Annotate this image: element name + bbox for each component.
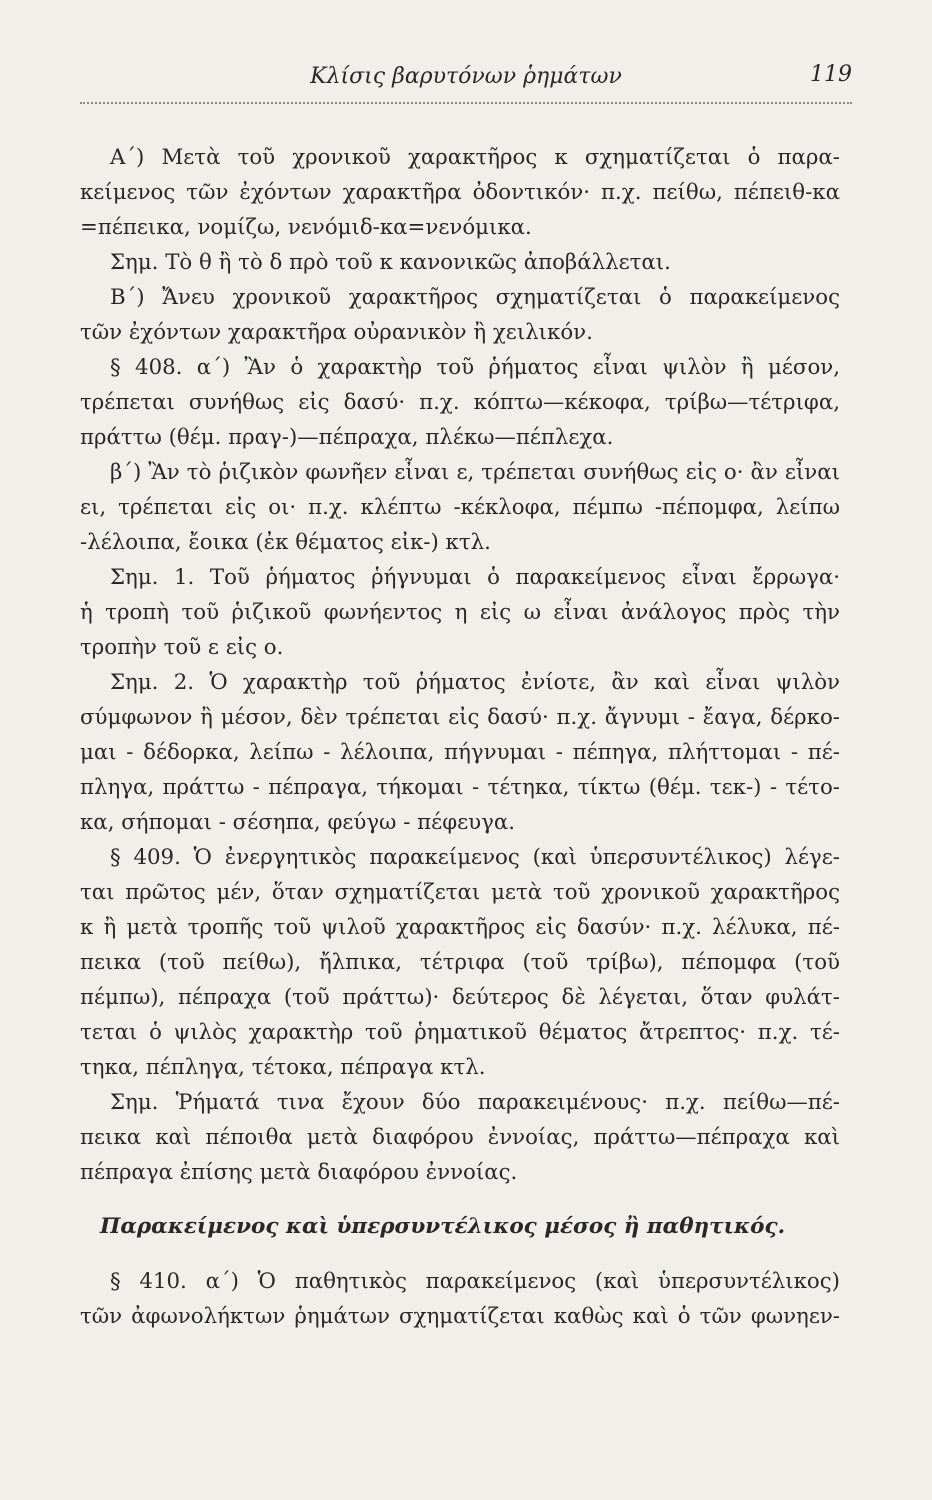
text-line: κείμενος τῶν ἐχόντων χαρακτῆρα ὀδοντικόν· π.χ. πείθω, πέπειθ-κα (80, 180, 840, 205)
text-line: τρέπεται συνήθως εἰς δασύ· π.χ. κόπτω—κέκοφα, τρίβω—τέτριφα, (80, 390, 840, 415)
text-line: ει, τρέπεται εἰς οι· π.χ. κλέπτω -κέκλοφα, πέμπω -πέπομφα, λείπω (80, 495, 840, 520)
text-line: κα, σήπομαι - σέσηπα, φεύγω - πέφευγα. (80, 810, 515, 835)
text-line: πέμπω), πέπραχα (τοῦ πράττω)· δεύτερος δὲ λέγεται, ὅταν φυλάτ- (80, 985, 840, 1010)
text-line: ἡ τροπὴ τοῦ ῥιζικοῦ φωνήεντος η εἰς ω εἶναι ἀνάλογος πρὸς τὴν (80, 600, 840, 625)
text-line: πληγα, πράττω - πέπραγα, τήκομαι - τέτηκα, τίκτω (θέμ. τεκ-) - τέτο- (80, 775, 840, 800)
text-line: τροπὴν τοῦ ε εἰς ο. (80, 635, 284, 660)
text-line: μαι - δέδορκα, λείπω - λέλοιπα, πήγνυμαι - πέπηγα, πλήττομαι - πέ- (80, 740, 840, 765)
text-line: § 409. Ὁ ἐνεργητικὸς παρακείμενος (καὶ ὑπερσυντέλικος) λέγε- (110, 845, 840, 870)
text-line: Α΄) Μετὰ τοῦ χρονικοῦ χαρακτῆρος κ σχηματίζεται ὁ παρα- (110, 145, 840, 170)
text-line: τῶν ἀφωνολήκτων ῥημάτων σχηματίζεται καθὼς καὶ ὁ τῶν φωνηεν- (80, 1304, 840, 1329)
text-line: σύμφωνον ἢ μέσον, δὲν τρέπεται εἰς δασύ· π.χ. ἄγνυμι - ἔαγα, δέρκο- (80, 705, 840, 730)
text-line: τεται ὁ ψιλὸς χαρακτὴρ τοῦ ῥηματικοῦ θέματος ἄτρεπτος· π.χ. τέ- (80, 1020, 840, 1045)
section-heading: Παρακείμενος καὶ ὑπερσυντέλικος μέσος ἢ παθητικός. (100, 1214, 786, 1239)
text-line: Β΄) Ἄνευ χρονικοῦ χαρακτῆρος σχηματίζεται ὁ παρακείμενος (110, 285, 840, 310)
text-line: κ ἢ μετὰ τροπῆς τοῦ ψιλοῦ χαρακτῆρος εἰς δασύν· π.χ. λέλυκα, πέ- (80, 915, 840, 940)
running-title: Κλίσις βαρυτόνων ῥημάτων (310, 64, 622, 89)
text-line: τηκα, πέπληγα, τέτοκα, πέπραγα κτλ. (80, 1055, 486, 1080)
text-line: -λέλοιπα, ἔοικα (ἐκ θέματος εἰκ-) κτλ. (80, 530, 491, 555)
text-line: Σημ. Τὸ θ ἢ τὸ δ πρὸ τοῦ κ κανονικῶς ἀποβάλλεται. (110, 250, 671, 275)
page-body (80, 140, 840, 1334)
text-line: Σημ. 2. Ὁ χαρακτὴρ τοῦ ῥήματος ἐνίοτε, ἂν καὶ εἶναι ψιλὸν (110, 670, 840, 695)
text-line: πεικα καὶ πέποιθα μετὰ διαφόρου ἐννοίας, πράττω—πέπραχα καὶ (80, 1125, 840, 1150)
page-number: 119 (810, 62, 852, 87)
text-line: Σημ. Ῥήματά τινα ἔχουν δύο παρακειμένους· π.χ. πείθω—πέ- (110, 1090, 840, 1115)
text-line: πέπραγα ἐπίσης μετὰ διαφόρου ἐννοίας. (80, 1160, 518, 1185)
text-line: τῶν ἐχόντων χαρακτῆρα οὐρανικὸν ἢ χειλικόν. (80, 320, 593, 345)
text-line: ται πρῶτος μέν, ὅταν σχηματίζεται μετὰ τοῦ χρονικοῦ χαρακτῆρος (80, 880, 840, 905)
text-line: β΄) Ἂν τὸ ῥιζικὸν φωνῆεν εἶναι ε, τρέπεται συνήθως εἰς ο· ἂν εἶναι (110, 460, 840, 485)
text-line: § 410. α΄) Ὁ παθητικὸς παρακείμενος (καὶ ὑπερσυντέλικος) (110, 1269, 840, 1294)
text-line: § 408. α΄) Ἂν ὁ χαρακτὴρ τοῦ ῥήματος εἶναι ψιλὸν ἢ μέσον, (110, 355, 840, 380)
text-line: πεικα (τοῦ πείθω), ἤλπικα, τέτριφα (τοῦ τρίβω), πέπομφα (τοῦ (80, 950, 840, 975)
text-line: Σημ. 1. Τοῦ ῥήματος ῥήγνυμαι ὁ παρακείμενος εἶναι ἔρρωγα· (110, 565, 840, 590)
text-line: =πέπεικα, νομίζω, νενόμιδ-κα=νενόμικα. (80, 215, 532, 240)
text-line: πράττω (θέμ. πραγ-)—πέπραχα, πλέκω—πέπλεχα. (80, 425, 614, 450)
running-header (80, 58, 852, 104)
